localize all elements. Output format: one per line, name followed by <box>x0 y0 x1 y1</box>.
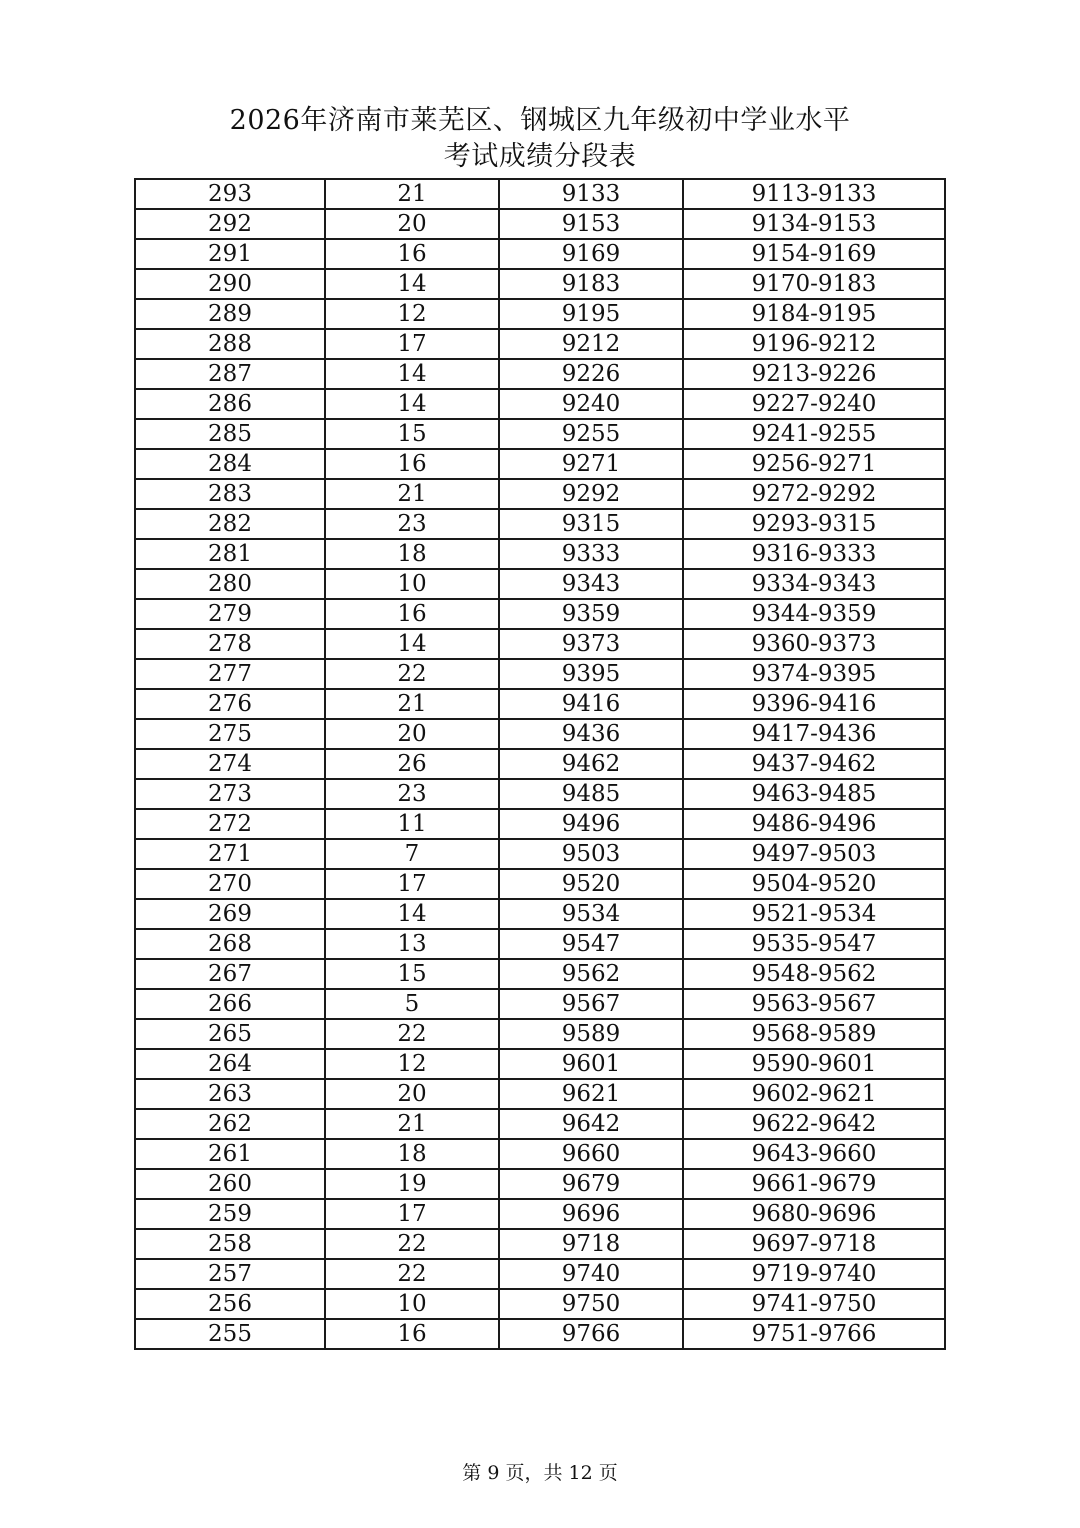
rank-range-cell: 9417-9436 <box>683 719 945 749</box>
score-cell: 290 <box>135 269 325 299</box>
count-cell: 23 <box>325 509 499 539</box>
rank-range-cell: 9680-9696 <box>683 1199 945 1229</box>
cumulative-cell: 9621 <box>499 1079 683 1109</box>
table-row <box>135 959 945 989</box>
table-row <box>135 899 945 929</box>
count-cell: 22 <box>325 659 499 689</box>
score-cell: 256 <box>135 1289 325 1319</box>
score-cell: 282 <box>135 509 325 539</box>
cumulative-cell: 9292 <box>499 479 683 509</box>
table-row <box>135 1049 945 1079</box>
table-row <box>135 1169 945 1199</box>
table-row <box>135 869 945 899</box>
count-cell: 10 <box>325 1289 499 1319</box>
table-row <box>135 689 945 719</box>
rank-range-cell: 9241-9255 <box>683 419 945 449</box>
count-cell: 12 <box>325 299 499 329</box>
rank-range-cell: 9697-9718 <box>683 1229 945 1259</box>
table-row <box>135 779 945 809</box>
cumulative-cell: 9562 <box>499 959 683 989</box>
cumulative-cell: 9395 <box>499 659 683 689</box>
score-cell: 272 <box>135 809 325 839</box>
rank-range-cell: 9521-9534 <box>683 899 945 929</box>
cumulative-cell: 9740 <box>499 1259 683 1289</box>
rank-range-cell: 9741-9750 <box>683 1289 945 1319</box>
score-distribution-table <box>134 178 946 1350</box>
rank-range-cell: 9113-9133 <box>683 179 945 209</box>
table-row <box>135 989 945 1019</box>
cumulative-cell: 9462 <box>499 749 683 779</box>
count-cell: 21 <box>325 1109 499 1139</box>
table-row <box>135 479 945 509</box>
count-cell: 23 <box>325 779 499 809</box>
count-cell: 22 <box>325 1259 499 1289</box>
rank-range-cell: 9622-9642 <box>683 1109 945 1139</box>
score-cell: 261 <box>135 1139 325 1169</box>
cumulative-cell: 9333 <box>499 539 683 569</box>
rank-range-cell: 9437-9462 <box>683 749 945 779</box>
score-cell: 281 <box>135 539 325 569</box>
count-cell: 17 <box>325 869 499 899</box>
table-row <box>135 449 945 479</box>
rank-range-cell: 9602-9621 <box>683 1079 945 1109</box>
cumulative-cell: 9696 <box>499 1199 683 1229</box>
score-cell: 284 <box>135 449 325 479</box>
count-cell: 18 <box>325 1139 499 1169</box>
score-cell: 259 <box>135 1199 325 1229</box>
table-row <box>135 1229 945 1259</box>
table-row <box>135 659 945 689</box>
table-row <box>135 1139 945 1169</box>
score-cell: 292 <box>135 209 325 239</box>
cumulative-cell: 9601 <box>499 1049 683 1079</box>
rank-range-cell: 9344-9359 <box>683 599 945 629</box>
table-body <box>135 179 945 1349</box>
cumulative-cell: 9255 <box>499 419 683 449</box>
count-cell: 11 <box>325 809 499 839</box>
table-row <box>135 509 945 539</box>
score-cell: 287 <box>135 359 325 389</box>
score-cell: 274 <box>135 749 325 779</box>
score-cell: 258 <box>135 1229 325 1259</box>
rank-range-cell: 9504-9520 <box>683 869 945 899</box>
count-cell: 14 <box>325 269 499 299</box>
score-cell: 267 <box>135 959 325 989</box>
rank-range-cell: 9396-9416 <box>683 689 945 719</box>
score-cell: 288 <box>135 329 325 359</box>
score-cell: 264 <box>135 1049 325 1079</box>
table-row <box>135 929 945 959</box>
count-cell: 18 <box>325 539 499 569</box>
cumulative-cell: 9766 <box>499 1319 683 1349</box>
rank-range-cell: 9751-9766 <box>683 1319 945 1349</box>
count-cell: 22 <box>325 1019 499 1049</box>
cumulative-cell: 9315 <box>499 509 683 539</box>
table-row <box>135 1259 945 1289</box>
table-row <box>135 599 945 629</box>
rank-range-cell: 9293-9315 <box>683 509 945 539</box>
table-row <box>135 239 945 269</box>
score-cell: 273 <box>135 779 325 809</box>
count-cell: 26 <box>325 749 499 779</box>
cumulative-cell: 9359 <box>499 599 683 629</box>
score-cell: 277 <box>135 659 325 689</box>
rank-range-cell: 9719-9740 <box>683 1259 945 1289</box>
count-cell: 10 <box>325 569 499 599</box>
rank-range-cell: 9213-9226 <box>683 359 945 389</box>
rank-range-cell: 9256-9271 <box>683 449 945 479</box>
cumulative-cell: 9133 <box>499 179 683 209</box>
score-cell: 289 <box>135 299 325 329</box>
page-title-line-2: 考试成绩分段表 <box>443 141 637 172</box>
count-cell: 20 <box>325 209 499 239</box>
score-cell: 260 <box>135 1169 325 1199</box>
table-row <box>135 719 945 749</box>
count-cell: 20 <box>325 1079 499 1109</box>
count-cell: 7 <box>325 839 499 869</box>
cumulative-cell: 9660 <box>499 1139 683 1169</box>
cumulative-cell: 9679 <box>499 1169 683 1199</box>
score-cell: 283 <box>135 479 325 509</box>
score-cell: 269 <box>135 899 325 929</box>
cumulative-cell: 9547 <box>499 929 683 959</box>
table-row <box>135 749 945 779</box>
table-row <box>135 809 945 839</box>
rank-range-cell: 9272-9292 <box>683 479 945 509</box>
score-cell: 271 <box>135 839 325 869</box>
cumulative-cell: 9226 <box>499 359 683 389</box>
rank-range-cell: 9227-9240 <box>683 389 945 419</box>
score-cell: 270 <box>135 869 325 899</box>
page-title-line-1: 2026年济南市莱芜区、钢城区九年级初中学业水平 <box>229 105 851 136</box>
score-cell: 255 <box>135 1319 325 1349</box>
cumulative-cell: 9169 <box>499 239 683 269</box>
rank-range-cell: 9661-9679 <box>683 1169 945 1199</box>
rank-range-cell: 9374-9395 <box>683 659 945 689</box>
count-cell: 14 <box>325 899 499 929</box>
table-row <box>135 299 945 329</box>
count-cell: 21 <box>325 689 499 719</box>
count-cell: 16 <box>325 599 499 629</box>
table-row <box>135 569 945 599</box>
cumulative-cell: 9271 <box>499 449 683 479</box>
cumulative-cell: 9534 <box>499 899 683 929</box>
score-cell: 268 <box>135 929 325 959</box>
table-row <box>135 359 945 389</box>
count-cell: 19 <box>325 1169 499 1199</box>
table-row <box>135 419 945 449</box>
score-cell: 266 <box>135 989 325 1019</box>
count-cell: 14 <box>325 389 499 419</box>
count-cell: 15 <box>325 419 499 449</box>
rank-range-cell: 9170-9183 <box>683 269 945 299</box>
rank-range-cell: 9334-9343 <box>683 569 945 599</box>
rank-range-cell: 9154-9169 <box>683 239 945 269</box>
count-cell: 21 <box>325 179 499 209</box>
cumulative-cell: 9212 <box>499 329 683 359</box>
rank-range-cell: 9184-9195 <box>683 299 945 329</box>
cumulative-cell: 9195 <box>499 299 683 329</box>
table-row <box>135 179 945 209</box>
count-cell: 14 <box>325 359 499 389</box>
cumulative-cell: 9373 <box>499 629 683 659</box>
score-cell: 276 <box>135 689 325 719</box>
cumulative-cell: 9153 <box>499 209 683 239</box>
count-cell: 14 <box>325 629 499 659</box>
cumulative-cell: 9416 <box>499 689 683 719</box>
score-cell: 280 <box>135 569 325 599</box>
cumulative-cell: 9567 <box>499 989 683 1019</box>
rank-range-cell: 9486-9496 <box>683 809 945 839</box>
table-row <box>135 1289 945 1319</box>
count-cell: 13 <box>325 929 499 959</box>
table-row <box>135 1199 945 1229</box>
score-cell: 263 <box>135 1079 325 1109</box>
table-row <box>135 209 945 239</box>
rank-range-cell: 9535-9547 <box>683 929 945 959</box>
rank-range-cell: 9590-9601 <box>683 1049 945 1079</box>
cumulative-cell: 9343 <box>499 569 683 599</box>
table-row <box>135 1079 945 1109</box>
rank-range-cell: 9548-9562 <box>683 959 945 989</box>
rank-range-cell: 9497-9503 <box>683 839 945 869</box>
score-cell: 265 <box>135 1019 325 1049</box>
rank-range-cell: 9316-9333 <box>683 539 945 569</box>
count-cell: 12 <box>325 1049 499 1079</box>
cumulative-cell: 9183 <box>499 269 683 299</box>
table-row <box>135 389 945 419</box>
count-cell: 15 <box>325 959 499 989</box>
table-row <box>135 839 945 869</box>
table-row <box>135 629 945 659</box>
score-cell: 257 <box>135 1259 325 1289</box>
count-cell: 17 <box>325 329 499 359</box>
count-cell: 22 <box>325 1229 499 1259</box>
count-cell: 16 <box>325 449 499 479</box>
cumulative-cell: 9589 <box>499 1019 683 1049</box>
cumulative-cell: 9436 <box>499 719 683 749</box>
rank-range-cell: 9196-9212 <box>683 329 945 359</box>
cumulative-cell: 9750 <box>499 1289 683 1319</box>
score-cell: 286 <box>135 389 325 419</box>
count-cell: 21 <box>325 479 499 509</box>
rank-range-cell: 9463-9485 <box>683 779 945 809</box>
cumulative-cell: 9642 <box>499 1109 683 1139</box>
count-cell: 17 <box>325 1199 499 1229</box>
table-row <box>135 269 945 299</box>
score-cell: 279 <box>135 599 325 629</box>
cumulative-cell: 9485 <box>499 779 683 809</box>
score-cell: 278 <box>135 629 325 659</box>
table-row <box>135 1019 945 1049</box>
rank-range-cell: 9643-9660 <box>683 1139 945 1169</box>
table-row <box>135 539 945 569</box>
count-cell: 5 <box>325 989 499 1019</box>
cumulative-cell: 9503 <box>499 839 683 869</box>
score-cell: 293 <box>135 179 325 209</box>
score-cell: 275 <box>135 719 325 749</box>
cumulative-cell: 9240 <box>499 389 683 419</box>
score-cell: 285 <box>135 419 325 449</box>
count-cell: 16 <box>325 239 499 269</box>
table-row <box>135 329 945 359</box>
cumulative-cell: 9496 <box>499 809 683 839</box>
score-cell: 262 <box>135 1109 325 1139</box>
cumulative-cell: 9718 <box>499 1229 683 1259</box>
rank-range-cell: 9134-9153 <box>683 209 945 239</box>
table-row <box>135 1319 945 1349</box>
score-cell: 291 <box>135 239 325 269</box>
count-cell: 20 <box>325 719 499 749</box>
cumulative-cell: 9520 <box>499 869 683 899</box>
page-footer: 第 9 页，共 12 页 <box>462 1462 618 1484</box>
rank-range-cell: 9568-9589 <box>683 1019 945 1049</box>
rank-range-cell: 9563-9567 <box>683 989 945 1019</box>
rank-range-cell: 9360-9373 <box>683 629 945 659</box>
count-cell: 16 <box>325 1319 499 1349</box>
table-row <box>135 1109 945 1139</box>
